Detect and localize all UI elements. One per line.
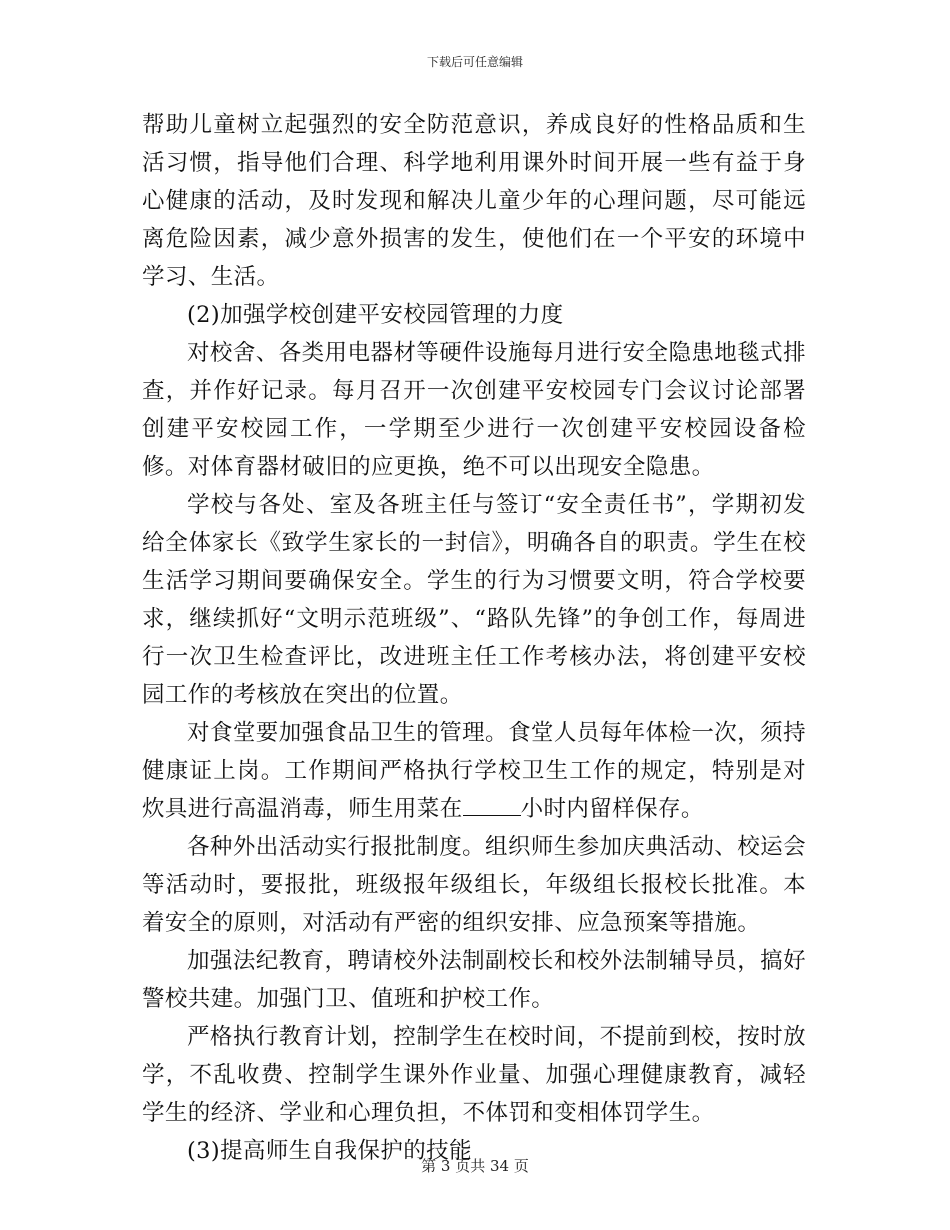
food-hygiene-text-before: 对食堂要加强食品卫生的管理。食堂人员每年体检一次，须持健康证上岗。工作期间严格执行学校卫生工作的规定，特别是对炊具进行高温消毒，师生用菜在 [142, 720, 806, 822]
page-header: 下载后可任意编辑 [426, 55, 523, 69]
page-footer: 第 3 页共 34 页 [421, 1157, 529, 1175]
section-heading-3: (3)提高师生自我保护的技能 [187, 1138, 472, 1164]
food-hygiene-text-after: 小时内留样保存。 [520, 796, 704, 822]
paragraph-continued: 帮助儿童树立起强烈的安全防范意识，养成良好的性格品质和生活习惯，指导他们合理、科学地利用课外时间开展一些有益于身心健康的活动，及时发现和解决儿童少年的心理问题，尽可能远离危险因素，减少意外损害的发生，使他们在一个平安的环境中学习、生活。 [142, 112, 806, 290]
document-body [142, 106, 806, 1170]
paragraph-teaching-plan: 严格执行教育计划，控制学生在校时间，不提前到校，按时放学，不乱收费、控制学生课外作业量、加强心理健康教育，减轻学生的经济、学业和心理负担，不体罚和变相体罚学生。 [142, 1024, 806, 1126]
paragraph-outing-approval: 各种外出活动实行报批制度。组织师生参加庆典活动、校运会等活动时，要报批，班级报年级组长，年级组长报校长批准。本着安全的原则，对活动有严密的组织安排、应急预案等措施。 [142, 834, 806, 936]
paragraph-legal-education: 加强法纪教育，聘请校外法制副校长和校外法制辅导员，搞好警校共建。加强门卫、值班和护校工作。 [142, 948, 806, 1012]
section-heading-2: (2)加强学校创建平安校园管理的力度 [187, 302, 564, 328]
paragraph-food-hygiene [142, 714, 806, 828]
paragraph-safety-responsibility: 学校与各处、室及各班主任与签订“安全责任书”，学期初发给全体家长《致学生家长的一封信》，明确各自的职责。学生在校生活学习期间要确保安全。学生的行为习惯要文明，符合学校要求，继续抓好“文明示范班级”、“路队先锋”的争创工作，每周进行一次卫生检查评比，改进班主任工作考核办法，将创建平安校园工作的考核放在突出的位置。 [142, 492, 806, 708]
paragraph-facility-inspection: 对校舍、各类用电器材等硬件设施每月进行安全隐患地毯式排查，并作好记录。每月召开一次创建平安校园专门会议讨论部署创建平安校园工作，一学期至少进行一次创建平安校园设备检修。对体育器材破旧的应更换，绝不可以出现安全隐患。 [142, 340, 806, 480]
fill-in-blank [463, 797, 521, 816]
